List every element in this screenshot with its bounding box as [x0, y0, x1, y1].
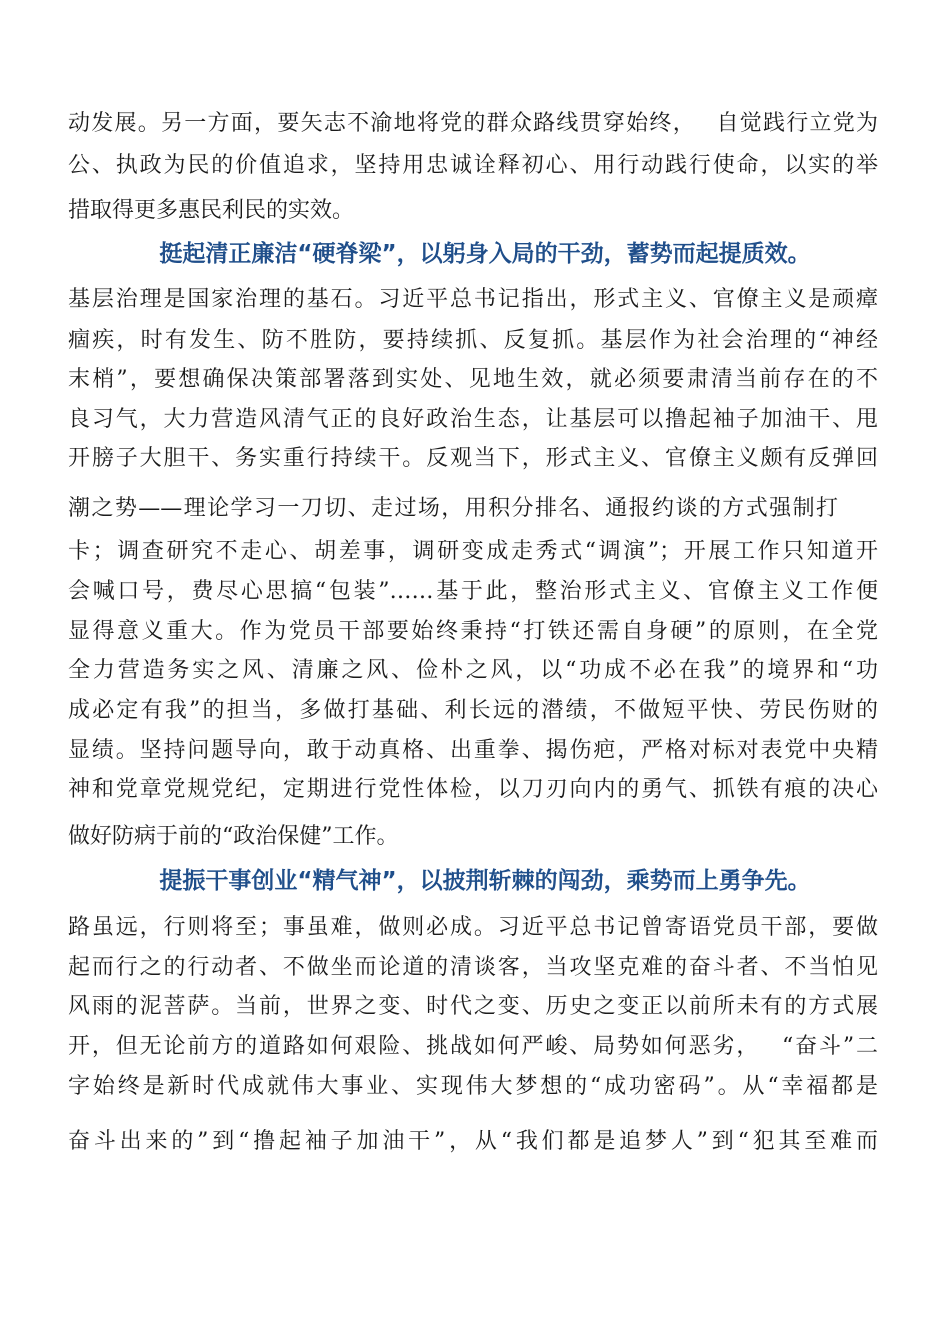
paragraph-line: 奋斗出来的”到“撸起袖子加油干”，从“我们都是追梦人”到“犯其至难而 [68, 1129, 878, 1154]
paragraph-line: 显得意义重大。作为党员干部要始终秉持“打铁还需自身硬”的原则，在全党 [68, 619, 878, 644]
paragraph-line: 字始终是新时代成就伟大事业、实现伟大梦想的“成功密码”。从“幸福都是 [68, 1074, 878, 1099]
paragraph-line: 开膀子大胆干、务实重行持续干。反观当下，形式主义、官僚主义颇有反弹回 [68, 446, 878, 471]
paragraph-line: 会喊口号，费尽心思搞“包装”……基于此，整治形式主义、官僚主义工作便 [68, 579, 878, 604]
section-heading: 挺起清正廉洁“硬脊梁”，以躬身入局的干劲，蓄势而起提质效。 [159, 241, 811, 267]
paragraph-line: 卡；调查研究不走心、胡差事，调研变成走秀式“调演”；开展工作只知道开 [68, 539, 878, 564]
paragraph-line: 潮之势——理论学习一刀切、走过场，用积分排名、通报约谈的方式强制打 [68, 496, 838, 521]
paragraph-line: 公、执政为民的价值追求，坚持用忠诚诠释初心、用行动践行使命，以实的举 [68, 153, 878, 178]
section-heading: 提振干事创业“精气神”，以披荆斩棘的闯劲，乘势而上勇争先。 [159, 868, 811, 894]
paragraph-line: 基层治理是国家治理的基石。习近平总书记指出，形式主义、官僚主义是顽瘴 [68, 287, 878, 312]
paragraph-line: 神和党章党规党纪，定期进行党性体检，以刀刃向内的勇气、抓铁有痕的决心 [68, 777, 878, 802]
paragraph-line: 开，但无论前方的道路如何艰险、挑战如何严峻、局势如何恶劣， “奋斗”二 [68, 1034, 878, 1059]
paragraph-line: 路虽远，行则将至；事虽难，做则必成。习近平总书记曾寄语党员干部，要做 [68, 915, 878, 940]
paragraph-line: 成必定有我”的担当，多做打基础、利长远的潜绩，不做短平快、劳民伤财的 [68, 698, 878, 723]
paragraph-line: 做好防病于前的“政治保健”工作。 [68, 824, 399, 849]
paragraph-line: 良习气，大力营造风清气正的良好政治生态，让基层可以撸起袖子加油干、甩 [68, 407, 878, 432]
paragraph-line: 起而行之的行动者、不做坐而论道的清谈客，当攻坚克难的奋斗者、不当怕见 [68, 955, 878, 980]
paragraph-line: 动发展。另一方面，要矢志不渝地将党的群众路线贯穿始终， 自觉践行立党为 [68, 111, 878, 136]
paragraph-line: 末梢”，要想确保决策部署落到实处、见地生效，就必须要肃清当前存在的不 [68, 367, 878, 392]
paragraph-line: 显绩。坚持问题导向，敢于动真格、出重拳、揭伤疤，严格对标对表党中央精 [68, 738, 878, 763]
paragraph-line: 措取得更多惠民利民的实效。 [68, 198, 355, 223]
paragraph-line: 全力营造务实之风、清廉之风、俭朴之风，以“功成不必在我”的境界和“功 [68, 658, 878, 683]
paragraph-line: 风雨的泥菩萨。当前，世界之变、时代之变、历史之变正以前所未有的方式展 [68, 994, 878, 1019]
paragraph-line: 痼疾，时有发生、防不胜防，要持续抓、反复抓。基层作为社会治理的“神经 [68, 328, 878, 353]
